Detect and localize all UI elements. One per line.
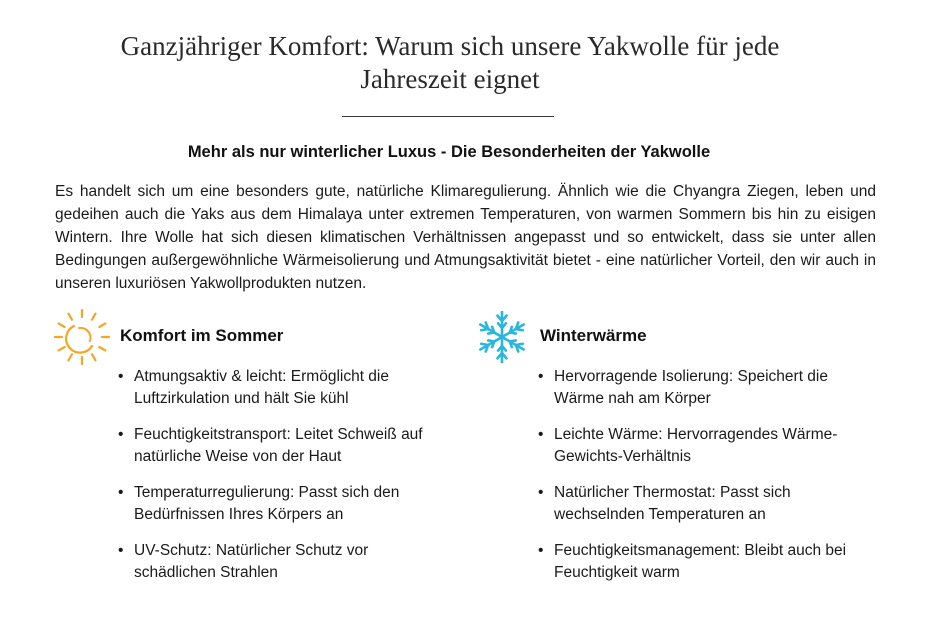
- list-item: • UV-Schutz: Natürlicher Schutz vor schädlichen Strahlen: [118, 540, 448, 583]
- list-item: • Feuchtigkeitsmanagement: Bleibt auch bei Feuchtigkeit warm: [538, 540, 868, 583]
- page-title: Ganzjähriger Komfort: Warum sich unsere Yakwolle für jede Jahreszeit eignet: [120, 31, 780, 94]
- winter-column: [472, 308, 872, 581]
- list-item: • Feuchtigkeitstransport: Leitet Schweiß auf natürliche Weise von der Haut: [118, 424, 448, 467]
- snowflake-icon: [472, 308, 532, 366]
- section-subtitle: Mehr als nur winterlicher Luxus - Die Besonderheiten der Yakwolle: [187, 143, 711, 161]
- summer-header: [52, 308, 452, 366]
- summer-heading: Komfort im Sommer: [120, 326, 284, 345]
- sun-icon: [52, 308, 112, 366]
- list-item: • Natürlicher Thermostat: Passt sich wechselnden Temperaturen an: [538, 482, 868, 525]
- list-item: • Atmungsaktiv & leicht: Ermöglicht die Luftzirkulation und hält Sie kühl: [118, 366, 448, 409]
- summer-list: [118, 366, 448, 598]
- list-item: • Hervorragende Isolierung: Speichert die Wärme nah am Körper: [538, 366, 868, 409]
- title-divider: [342, 116, 554, 117]
- intro-paragraph: Es handelt sich um eine besonders gute, natürliche Klimaregulierung. Ähnlich wie die Chyangra Ziegen, leben und gedeihen auch die Yaks aus dem Himalaya unter extremen Temperaturen, von warmen Sommern bis hin zu eisigen Wintern. Ihre Wolle hat sich diesen klimatischen Verhältnissen angepasst und so entwickelt, dass sie unter allen Bedingungen außergewöhnliche Wärmeisolierung und Atmungsaktivität bietet - eine natürlicher Vorteil, den wir auch in unseren luxuriösen Yakwollprodukten nutzen.: [55, 183, 876, 292]
- list-item: • Leichte Wärme: Hervorragendes Wärme-Gewichts-Verhältnis: [538, 424, 868, 467]
- winter-heading: Winterwärme: [540, 326, 647, 345]
- summer-column: [52, 308, 452, 581]
- winter-header: [472, 308, 872, 366]
- winter-list: [538, 366, 868, 598]
- list-item: • Temperaturregulierung: Passt sich den Bedürfnissen Ihres Körpers an: [118, 482, 448, 525]
